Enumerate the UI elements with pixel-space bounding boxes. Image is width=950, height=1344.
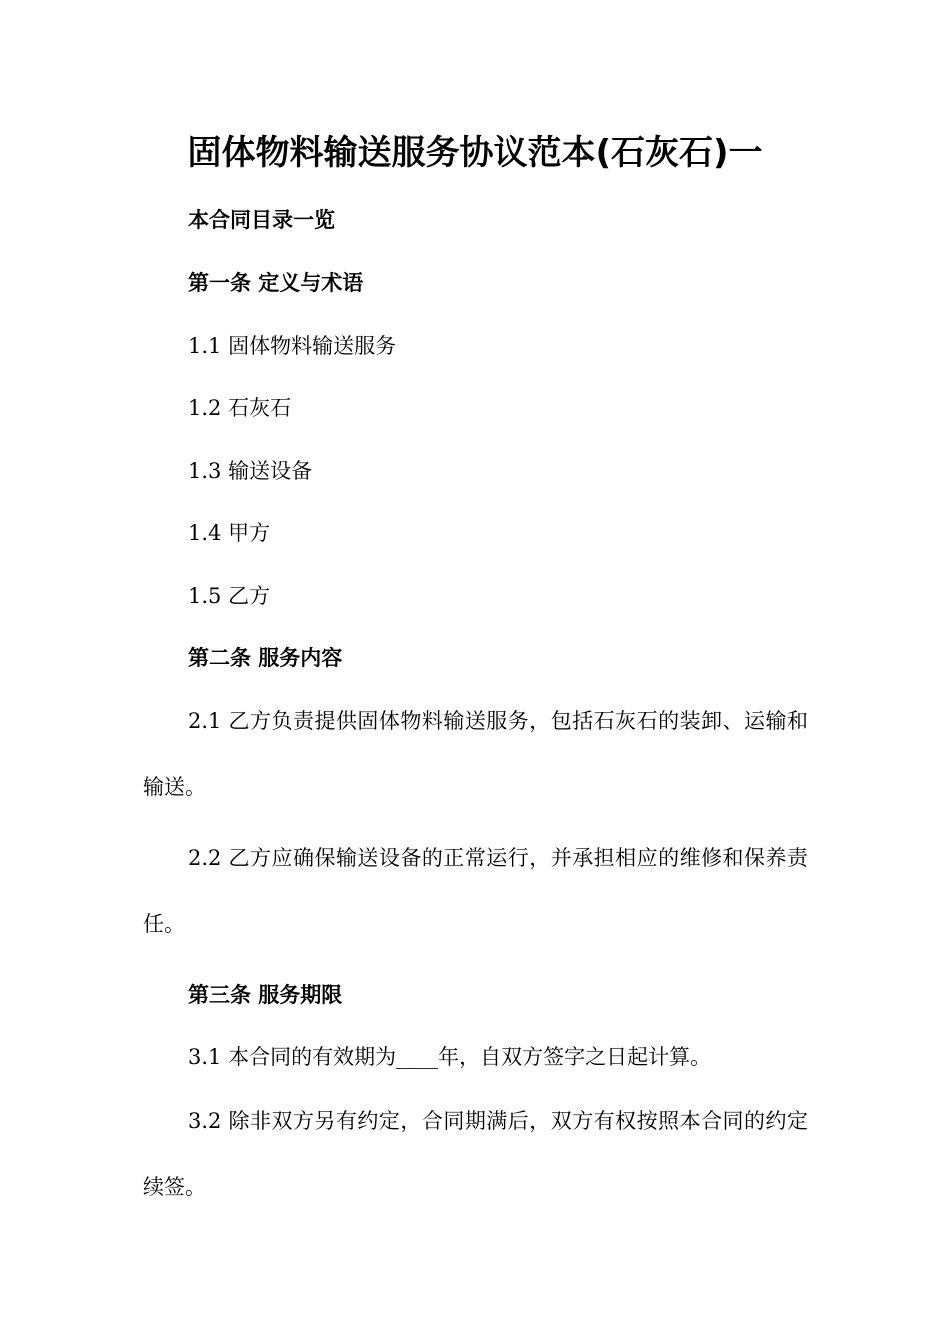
toc-heading: 本合同目录一览 bbox=[188, 208, 335, 232]
clause-paragraph: 3.2 除非双方另有约定，合同期满后，双方有权按照本合同的约定续签。 bbox=[143, 1109, 808, 1199]
definition-item: 1.5 乙方 bbox=[188, 584, 271, 608]
article-2-heading: 第二条 服务内容 bbox=[188, 646, 343, 670]
clause-paragraph: 2.2 乙方应确保输送设备的正常运行，并承担相应的维修和保养责任。 bbox=[143, 846, 808, 936]
definition-item: 1.3 输送设备 bbox=[188, 459, 313, 483]
article-1-heading: 第一条 定义与术语 bbox=[188, 271, 364, 295]
document-title: 固体物料输送服务协议范本(石灰石)一 bbox=[187, 133, 763, 173]
definition-item: 1.2 石灰石 bbox=[188, 396, 292, 420]
clause-paragraph: 2.1 乙方负责提供固体物料输送服务，包括石灰石的装卸、运输和输送。 bbox=[143, 709, 808, 799]
definition-item: 1.1 固体物料输送服务 bbox=[188, 334, 397, 358]
clause-line: 3.1 本合同的有效期为____年，自双方签字之日起计算。 bbox=[188, 1045, 712, 1069]
definition-item: 1.4 甲方 bbox=[188, 521, 271, 545]
article-3-heading: 第三条 服务期限 bbox=[188, 983, 343, 1007]
